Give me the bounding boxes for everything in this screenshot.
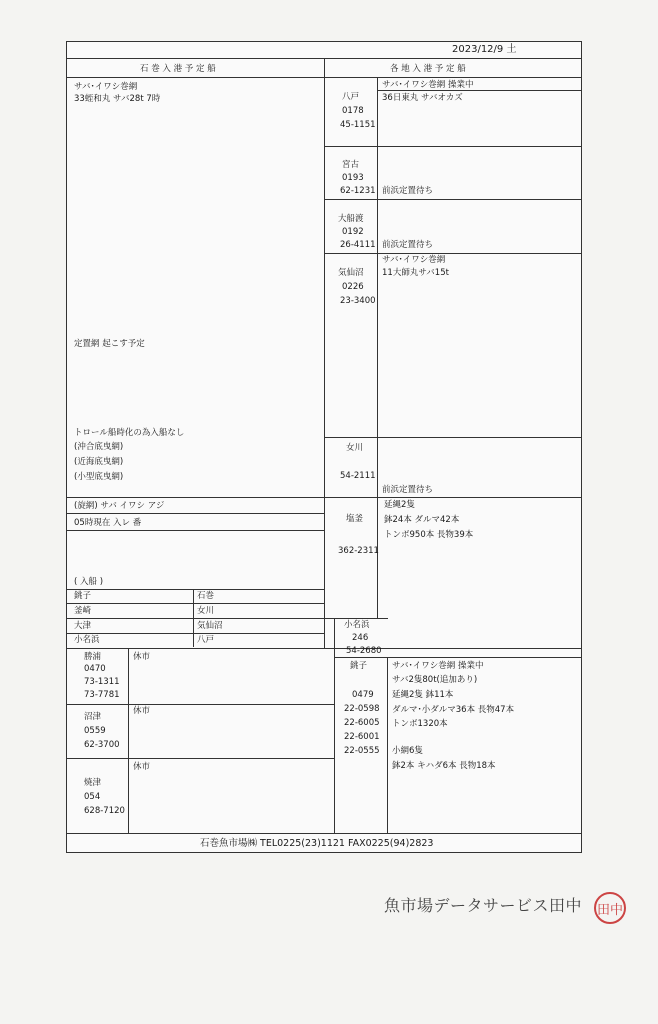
port-ofunato: 大船渡 — [338, 214, 364, 224]
port-phone: 0479 — [352, 690, 374, 700]
divider — [334, 657, 581, 658]
seal-stamp — [594, 892, 626, 924]
arrival-port: 気仙沼 — [197, 621, 223, 631]
port-info: 延縄2隻 — [384, 500, 415, 510]
port-status: 休市 — [133, 762, 151, 772]
port-phone: 0559 — [84, 726, 106, 736]
arrival-port: 銚子 — [74, 591, 92, 601]
port-info: 鉢2本 キハダ6本 長物18本 — [392, 761, 496, 771]
divider — [66, 603, 324, 604]
port-phone: 0193 — [342, 173, 364, 183]
arrival-port: 石巻 — [197, 591, 215, 601]
port-info: 鉢24本 ダルマ42本 — [384, 515, 460, 525]
port-phone: 0226 — [342, 282, 364, 292]
port-info: ダルマ･小ダルマ36本 長物47本 — [392, 705, 515, 715]
header-ishinomaki: 石 巻 入 港 予 定 船 — [140, 64, 216, 74]
seine-species: (旋網) サバ イワシ アジ — [74, 501, 165, 511]
divider — [387, 657, 388, 833]
port-info: トンボ1320本 — [392, 719, 448, 729]
divider — [66, 497, 324, 498]
divider — [193, 589, 194, 647]
divider — [324, 618, 388, 619]
divider — [66, 618, 324, 619]
divider — [66, 589, 324, 590]
port-info: サバ･イワシ巻網 操業中 — [382, 80, 474, 90]
trawl-offshore: (沖合底曳網) — [74, 442, 124, 452]
divider — [66, 633, 324, 634]
footer-contact: 石巻魚市場㈱ TEL0225(23)1121 FAX0225(94)2823 — [200, 838, 434, 849]
port-phone: 62-1231 — [340, 186, 376, 196]
port-phone: 0178 — [342, 106, 364, 116]
port-info: 前浜定置待ち — [382, 186, 434, 196]
port-kesennuma: 気仙沼 — [338, 268, 364, 278]
divider — [66, 758, 334, 759]
divider — [324, 146, 581, 147]
trawl-note: トロール船時化の為入船なし — [74, 428, 185, 438]
port-status: 休市 — [133, 706, 151, 716]
port-katsuura: 勝浦 — [84, 652, 102, 662]
divider — [377, 77, 378, 618]
port-onahama: 小名浜 — [344, 620, 370, 630]
port-info: 前浜定置待ち — [382, 485, 434, 495]
divider — [324, 199, 581, 200]
port-info: 36日東丸 サバオカズ — [382, 93, 463, 103]
header-other-ports: 各 地 入 港 予 定 船 — [390, 64, 466, 74]
arrivals-header: ( 入船 ) — [74, 577, 104, 587]
port-phone: 22-6005 — [344, 718, 380, 728]
divider — [66, 648, 581, 649]
port-onagawa: 女川 — [346, 443, 364, 453]
port-phone: 23-3400 — [340, 296, 376, 306]
port-phone: 054 — [84, 792, 101, 802]
port-status: 休市 — [133, 652, 151, 662]
divider — [66, 704, 334, 705]
arrival-port: 女川 — [197, 606, 215, 616]
port-choshi: 銚子 — [350, 661, 368, 671]
port-phone: 0470 — [84, 664, 106, 674]
port-info: 延縄2隻 鉢11本 — [392, 690, 454, 700]
port-hachinohe: 八戸 — [342, 92, 360, 102]
port-phone: 22-0555 — [344, 746, 380, 756]
seine-line-2: 33蛭和丸 サバ28t 7時 — [74, 94, 161, 104]
trawl-nearshore: (近海底曳網) — [74, 457, 124, 467]
arrival-port: 大津 — [74, 621, 92, 631]
port-info: サバ2隻80t(追加あり) — [392, 675, 478, 685]
trawl-small: (小型底曳網) — [74, 472, 124, 482]
port-phone: 22-6001 — [344, 732, 380, 742]
divider — [324, 253, 581, 254]
port-phone: 45-1151 — [340, 120, 376, 130]
port-info: 前浜定置待ち — [382, 240, 434, 250]
port-phone: 0192 — [342, 227, 364, 237]
port-info: 小網6隻 — [392, 746, 423, 756]
port-phone: 628-7120 — [84, 806, 125, 816]
port-phone: 22-0598 — [344, 704, 380, 714]
stamp-text: 田中 — [596, 903, 623, 918]
arrival-port: 八戸 — [197, 635, 215, 645]
divider — [128, 648, 129, 833]
divider — [66, 833, 581, 834]
port-phone: 62-3700 — [84, 740, 120, 750]
port-phone: 73-7781 — [84, 690, 120, 700]
port-info: サバ･イワシ巻網 — [382, 255, 446, 265]
divider — [66, 530, 324, 531]
port-phone: 73-1311 — [84, 677, 120, 687]
port-phone: 26-4111 — [340, 240, 376, 250]
arrival-port: 釜崎 — [74, 606, 92, 616]
port-phone: 54-2111 — [340, 471, 376, 481]
divider — [334, 618, 335, 833]
divider — [66, 513, 324, 514]
port-shiogama: 塩釜 — [346, 514, 364, 524]
divider — [324, 497, 581, 498]
port-yaizu: 焼津 — [84, 778, 102, 788]
divider — [324, 437, 581, 438]
port-phone: 246 — [352, 633, 369, 643]
arrival-port: 小名浜 — [74, 635, 100, 645]
port-numazu: 沼津 — [84, 712, 102, 722]
current-status: 05時現在 入レ 番 — [74, 518, 142, 528]
teichi-note: 定置網 起こす予定 — [74, 339, 145, 349]
port-phone: 54-2680 — [346, 646, 382, 656]
signature: 魚市場データサービス田中 — [384, 896, 583, 915]
port-info: 11大師丸サバ15t — [382, 268, 449, 278]
port-phone: 362-2311 — [338, 546, 379, 556]
seine-line-1: サバ･イワシ巻網 — [74, 82, 138, 92]
port-info: トンボ950本 長物39本 — [384, 530, 474, 540]
report-date: 2023/12/9 土 — [452, 44, 517, 55]
port-miyako: 宮古 — [342, 160, 360, 170]
port-info: サバ･イワシ巻網 操業中 — [392, 661, 484, 671]
